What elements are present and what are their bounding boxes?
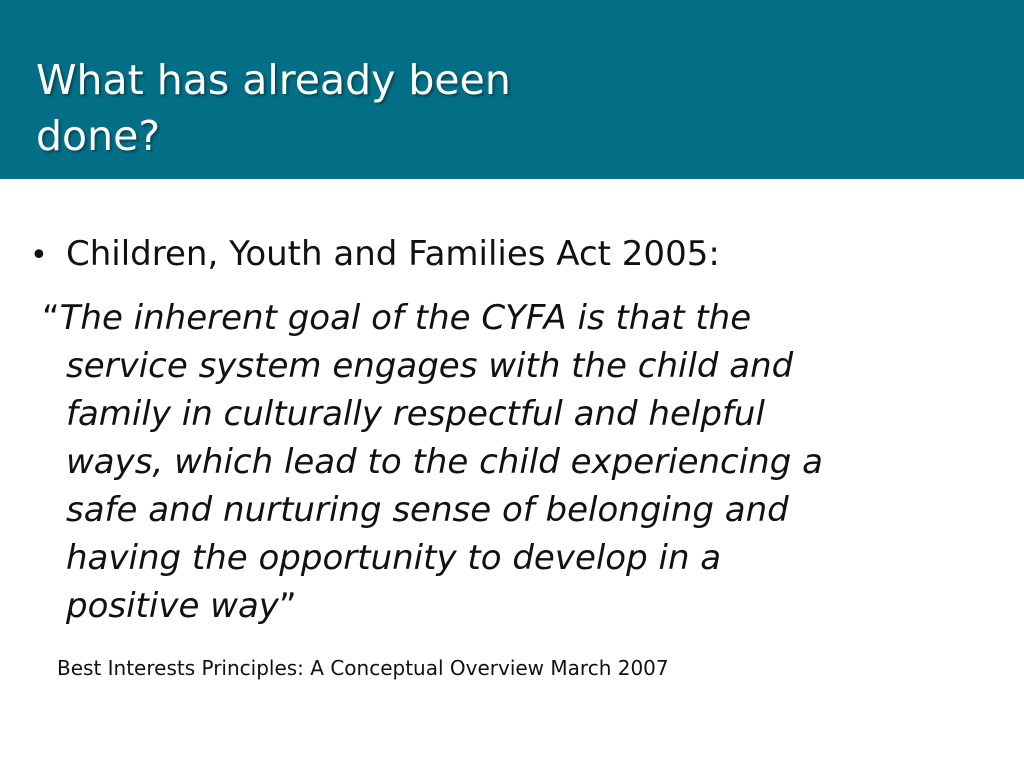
bullet-item xyxy=(30,232,720,278)
quote-line: safe and nurturing sense of belonging and xyxy=(66,490,789,530)
title-bar xyxy=(0,0,1024,179)
bullet-text: Children, Youth and Families Act 2005: xyxy=(66,234,720,274)
quote-line: family in culturally respectful and helpful xyxy=(66,394,765,434)
quote-line xyxy=(42,582,992,630)
source-citation: Best Interests Principles: A Conceptual Overview March 2007 xyxy=(57,656,669,680)
title-line-1: What has already been xyxy=(36,56,511,104)
quote-line-text: The inherent goal of the CYFA is that the xyxy=(59,298,752,338)
slide-title xyxy=(36,52,676,164)
title-line-2: done? xyxy=(36,112,161,160)
quote-line: service system engages with the child and xyxy=(66,346,794,386)
open-quote-mark: “ xyxy=(42,298,60,338)
close-quote-mark: ” xyxy=(278,586,297,626)
quote-line-text: positive way xyxy=(66,586,279,626)
quote-line xyxy=(42,294,992,342)
quote-line: ways, which lead to the child experiencing a xyxy=(66,442,823,482)
bullet-icon: • xyxy=(30,238,48,273)
quote-line: having the opportunity to develop in a xyxy=(66,538,722,578)
quote-block xyxy=(42,294,992,630)
